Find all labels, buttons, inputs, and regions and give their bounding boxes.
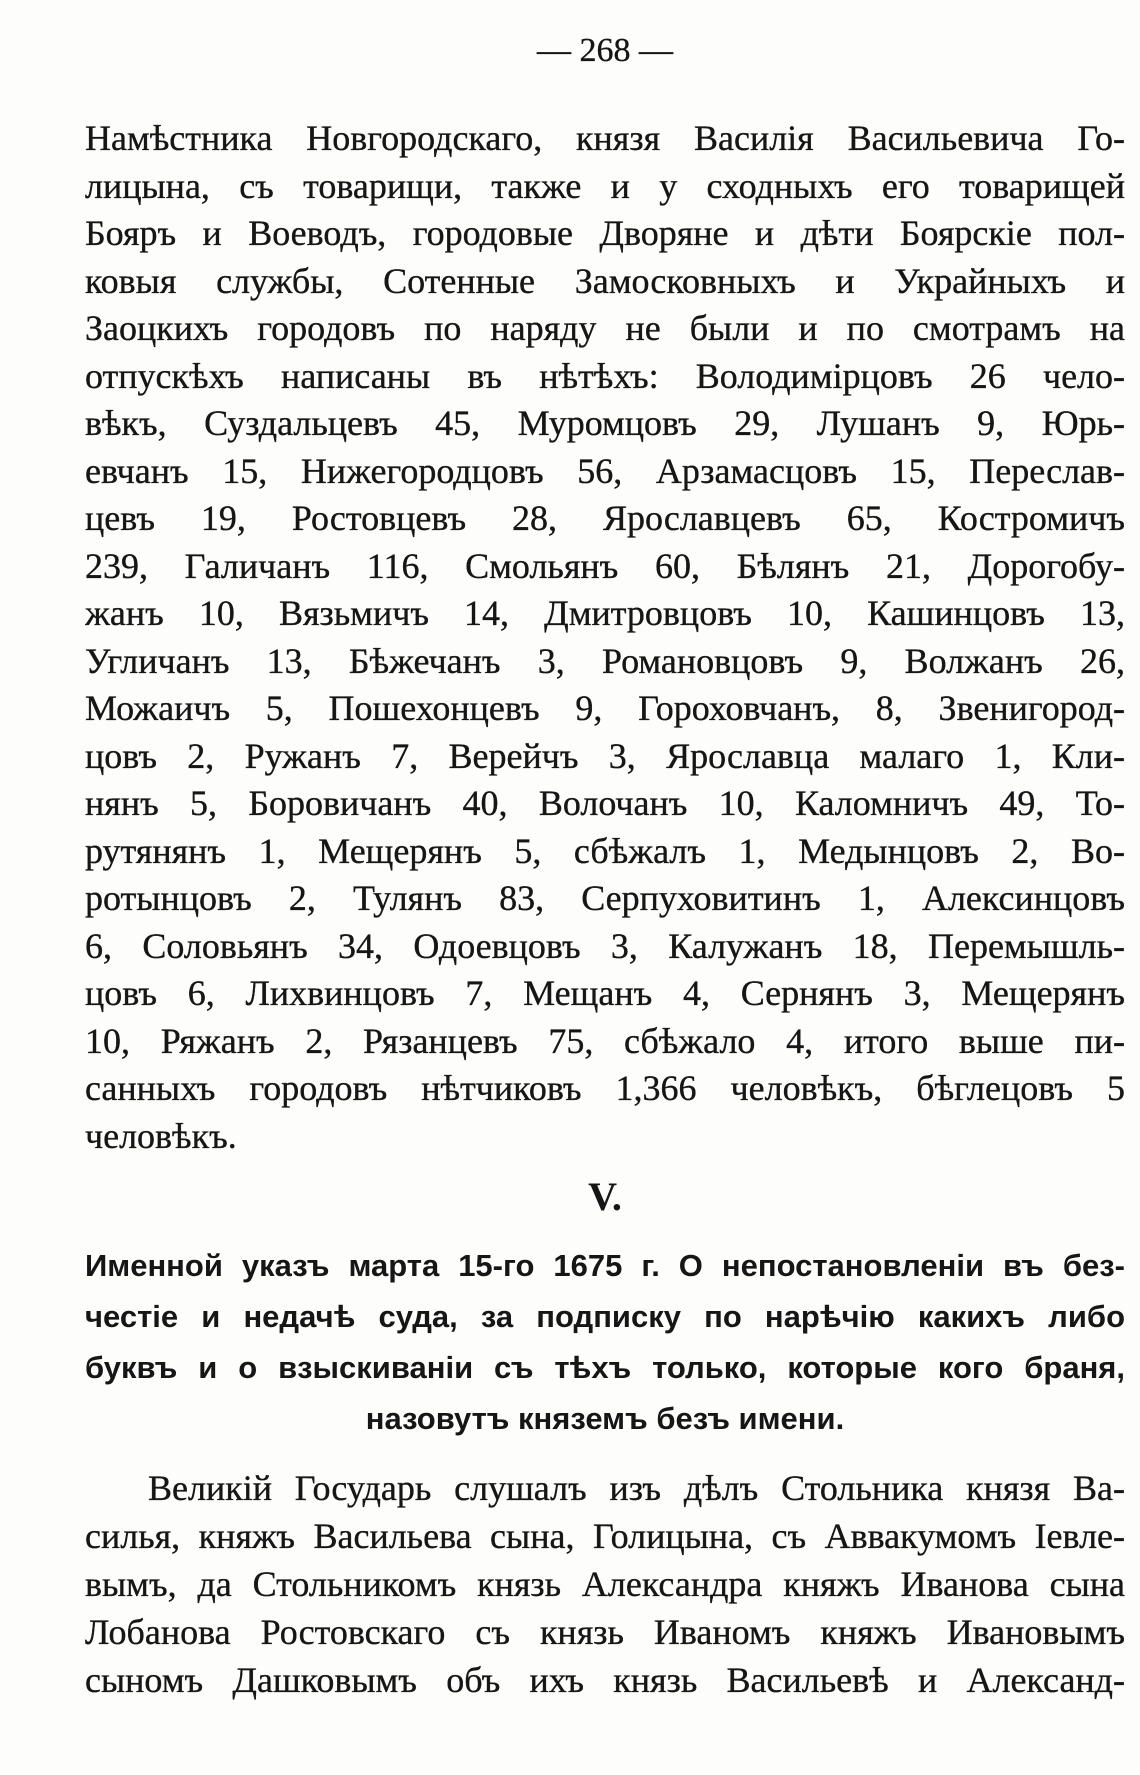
- heading-line: назовутъ княземъ безъ имени.: [365, 1401, 845, 1436]
- text-line: рутянянъ 1, Мещерянъ 5, сбѣжалъ 1, Медынцовъ 2, Во-: [85, 830, 1125, 871]
- text-line: цовъ 2, Ружанъ 7, Верейчъ 3, Ярославца малаго 1, Кли-: [85, 735, 1125, 776]
- text-line: цовъ 6, Лихвинцовъ 7, Мещанъ 4, Сернянъ 3, Мещерянъ: [85, 973, 1125, 1013]
- text-line: человѣкъ.: [85, 1115, 237, 1156]
- text-line: лицына, съ товарищи, также и у сходныхъ его товарищей: [85, 165, 1125, 206]
- text-line: нянъ 5, Боровичанъ 40, Волочанъ 10, Каломничъ 49, То-: [85, 783, 1125, 823]
- paragraph: [85, 1464, 1125, 1704]
- text-line: 10, Ряжанъ 2, Рязанцевъ 75, сбѣжало 4, итого выше пи-: [85, 1020, 1125, 1061]
- text-line: Заоцкихъ городовъ по наряду не были и по смотрамъ на: [85, 308, 1125, 348]
- text-line: евчанъ 15, Нижегородцовъ 56, Арзамасцовъ 15, Переслав-: [85, 450, 1125, 491]
- text-line: ковыя службы, Сотенные Замосковныхъ и Украйныхъ и: [85, 260, 1125, 301]
- heading-line: Именной указъ марта 15-го 1675 г. О непостановленіи въ без-: [85, 1248, 1125, 1283]
- text-line: Можаичъ 5, Пошехонцевъ 9, Гороховчанъ, 8, Звенигород-: [85, 688, 1125, 728]
- heading-line: честіе и недачѣ суда, за подписку по нарѣчію какихъ либо: [85, 1299, 1125, 1334]
- text-line: Бояръ и Воеводъ, городовые Дворяне и дѣти Боярскіе пол-: [85, 213, 1125, 253]
- text-line: Лобанова Ростовскаго съ князь Иваномъ княжъ Ивановымъ: [85, 1612, 1125, 1652]
- heading-line: буквъ и о взыскиваніи съ тѣхъ только, которые кого браня,: [85, 1350, 1125, 1385]
- paragraph-continued: [85, 115, 1125, 1160]
- text-line: Намѣстника Новгородскаго, князя Василія Васильевича Го-: [85, 118, 1125, 158]
- text-line: Угличанъ 13, Бѣжечанъ 3, Романовцовъ 9, Волжанъ 26,: [85, 640, 1125, 681]
- text-line: Великій Государь слушалъ изъ дѣлъ Стольника князя Ва-: [148, 1468, 1125, 1508]
- text-line: вымъ, да Стольникомъ князь Александра княжъ Иванова сына: [85, 1564, 1125, 1604]
- section-heading: [85, 1240, 1125, 1444]
- section-number: V.: [588, 1174, 622, 1219]
- text-line: вѣкъ, Суздальцевъ 45, Муромцовъ 29, Лушанъ 9, Юрь-: [85, 403, 1125, 443]
- text-line: цевъ 19, Ростовцевъ 28, Ярославцевъ 65, Костромичъ: [85, 498, 1125, 538]
- text-line: силья, княжъ Васильева сына, Голицына, съ Аввакумомъ Іевле-: [85, 1516, 1125, 1556]
- text-line: 6, Соловьянъ 34, Одоевцовъ 3, Калужанъ 18, Перемышль-: [85, 925, 1125, 966]
- page-number: — 268 —: [537, 32, 673, 69]
- text-line: 239, Галичанъ 116, Смольянъ 60, Бѣлянъ 21, Дорогобу-: [85, 545, 1125, 586]
- text-line: санныхъ городовъ нѣтчиковъ 1,366 человѣкъ, бѣглецовъ 5: [85, 1068, 1125, 1108]
- text-line: ротынцовъ 2, Тулянъ 83, Серпуховитинъ 1, Алексинцовъ: [85, 878, 1125, 918]
- text-line: сыномъ Дашковымъ объ ихъ князь Васильевѣ и Александ-: [85, 1660, 1125, 1700]
- text-line: отпускѣхъ написаны въ нѣтѣхъ: Володимірцовъ 26 чело-: [85, 355, 1125, 396]
- text-line: жанъ 10, Вязьмичъ 14, Дмитровцовъ 10, Кашинцовъ 13,: [85, 593, 1125, 633]
